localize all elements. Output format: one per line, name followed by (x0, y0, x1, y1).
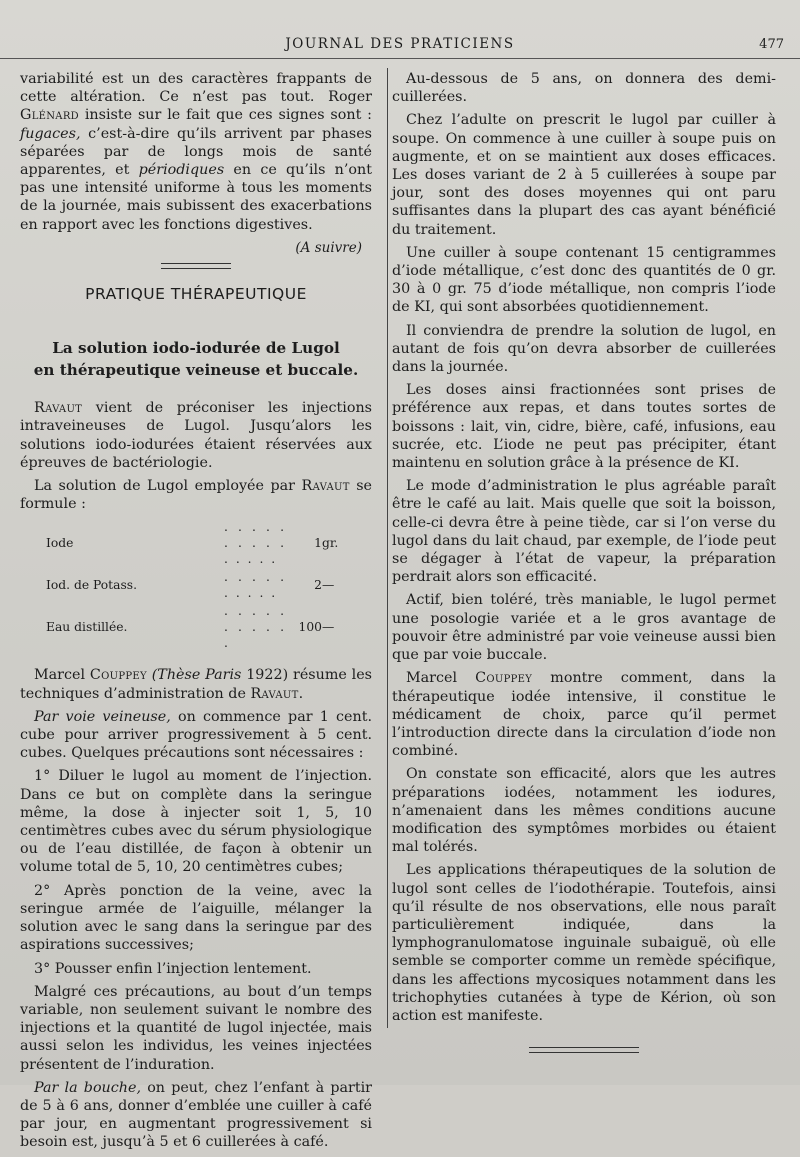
paragraph-continuation: variabilité est un des caractères frappants de cette altération. Ce n’est pas tout. Roger Glénard insiste sur le fait que ces signes sont : fugaces, c’est-à-dire qu’ils arrivent par phases séparées par de longs mois de santé apparentes, et périodiques en ce qu’ils n’ont pas une intensité uniforme à tous les moments de la journée, mais subissent des exacerbations en rapport avec les fonctions digestives. (20, 71, 373, 233)
paragraph: Ravaut vient de préconiser les injections intraveineuses de Lugol. Jusqu’alors les solutions iodo-iodurées étaient réservées aux épreuves de bactériologie. (20, 400, 372, 471)
journal-title: JOURNAL DES PRATICIENS (285, 36, 515, 52)
article-title: La solution iodo-iodurée de Lugol en thérapeutique veineuse et buccale. (33, 339, 359, 380)
page-number: 477 (759, 37, 784, 52)
formula-table (46, 518, 352, 652)
column-divider (387, 68, 388, 1028)
paragraph: Une cuiller à soupe contenant 15 centigrammes d’iode métallique, c’est donc des quantités de 0 gr. 30 à 0 gr. 75 d’iode métallique, non compris l’iode de KI, qui sont absorbées quotidiennement. (392, 244, 776, 316)
section-rule (161, 263, 231, 269)
paragraph: Il conviendra de prendre la solution de lugol, en autant de fois qu’on devra absorber de cuillerées dans la journée. (392, 322, 776, 376)
paragraph: Marcel Couppey (Thèse Paris 1922) résume les techniques d’administration de Ravaut. (20, 667, 373, 702)
paragraph: Au-dessous de 5 ans, on donnera des demi-cuillerées. (392, 71, 776, 106)
paragraph: Malgré ces précautions, au bout d’un temps variable, non seulement suivant le nombre des injections et la quantité de lugol injectée, mais aussi selon les individus, les veines injectées présentent de l’induration. (20, 983, 372, 1073)
end-rule (529, 1047, 639, 1053)
formula-row: Iod. de Potass. . . . . . . . . . . 2 — (46, 570, 335, 601)
paragraph: Actif, bien toléré, très maniable, le lugol permet une posologie variée et a le gros avantage de pouvoir être administré par voie veineuse aussi bien que par voie buccale. (392, 592, 776, 664)
section-title: PRATIQUE THÉRAPEUTIQUE (85, 285, 307, 304)
paragraph: La solution de Lugol employée par Ravaut se formule : (20, 478, 373, 513)
paragraph: Par voie veineuse, on commence par 1 cent. cube pour arriver progressivement à 5 cent. cubes. Quelques précautions sont nécessaires : (20, 708, 373, 762)
paragraph: On constate son efficacité, alors que les autres préparations iodées, notamment les iodures, n’amenaient dans les mêmes conditions aucune modification des symptômes morbides ou étaient mal tolérés. (392, 766, 776, 856)
paragraph: 1° Diluer le lugol au moment de l’injection. Dans ce but on complète dans la seringue même, la dose à injecter soit 1, 5, 10 centimètres cubes avec du sérum physiologique ou de l’eau distillée, de façon à obtenir un volume total de 5, 10, 20 centimètres cubes; (20, 768, 372, 876)
paragraph: Marcel Couppey montre comment, dans la thérapeutique iodée intensive, il constitue le médicament de choix, parce qu’il permet l’introduction directe dans la circulation d’iode non combiné. (392, 670, 777, 760)
formula-row: Eau distillée. . . . . . . . . . . . 100 — (46, 604, 335, 651)
paragraph: 3° Pousser enfin l’injection lentement. (34, 960, 312, 977)
author-name: Glénard (20, 107, 79, 124)
formula-row: Iode . . . . . . . . . . . . . . . 1 gr. (46, 520, 339, 567)
paragraph: Les doses ainsi fractionnées sont prises de préférence aux repas, et dans toutes sortes de boissons : lait, vin, cidre, bière, café, infusions, eau sucrée, etc. L’iode ne peut pas précipiter, étant maintenu en solution grâce à la présence de KI. (392, 382, 776, 472)
paragraph: Les applications thérapeutiques de la solution de lugol sont celles de l’iodothérapie. Toutefois, ainsi qu’il résulte de nos observations, elle nous paraît particulièrement indiquée, dans la lymphogranulomatose inguinale subaiguë, où elle semble se comporter comme un remède spécifique, dans les affections mycosiques notamment dans les trichophyties cutanées à type de Kérion, où son action est manifeste. (392, 862, 776, 1024)
running-head (0, 32, 800, 59)
to-be-continued: (A suivre) (295, 239, 362, 256)
paragraph: Par la bouche, on peut, chez l’enfant à partir de 5 à 6 ans, donner d’emblée une cuiller à café par jour, en augmentant progressivement si besoin est, jusqu’à 5 et 6 cuillerées à café. (20, 1079, 372, 1151)
paragraph: Le mode d’administration le plus agréable paraît être le café au lait. Mais quelle que soit la boisson, celle-ci devra être à peine tiède, car si l’on verse du lugol dans du lait chaud, par exemple, de l’iode peut se dégager à l’état de vapeur, la préparation perdrait alors son efficacité. (392, 478, 776, 586)
right-column (392, 70, 776, 1069)
paragraph: 2° Après ponction de la veine, avec la seringue armée de l’aiguille, mélanger la solution avec le sang dans la seringue par des aspirations successives; (20, 882, 372, 954)
paragraph: Chez l’adulte on prescrit le lugol par cuiller à soupe. On commence à une cuiller à soupe puis on augmente, et on se maintient aux doses efficaces. Les doses variant de 2 à 5 cuillerées à soupe par jour, sont des doses moyennes qui ont paru suffisantes dans la plupart des cas ayant bénéficié du traitement. (392, 112, 776, 238)
left-column (20, 70, 372, 1157)
